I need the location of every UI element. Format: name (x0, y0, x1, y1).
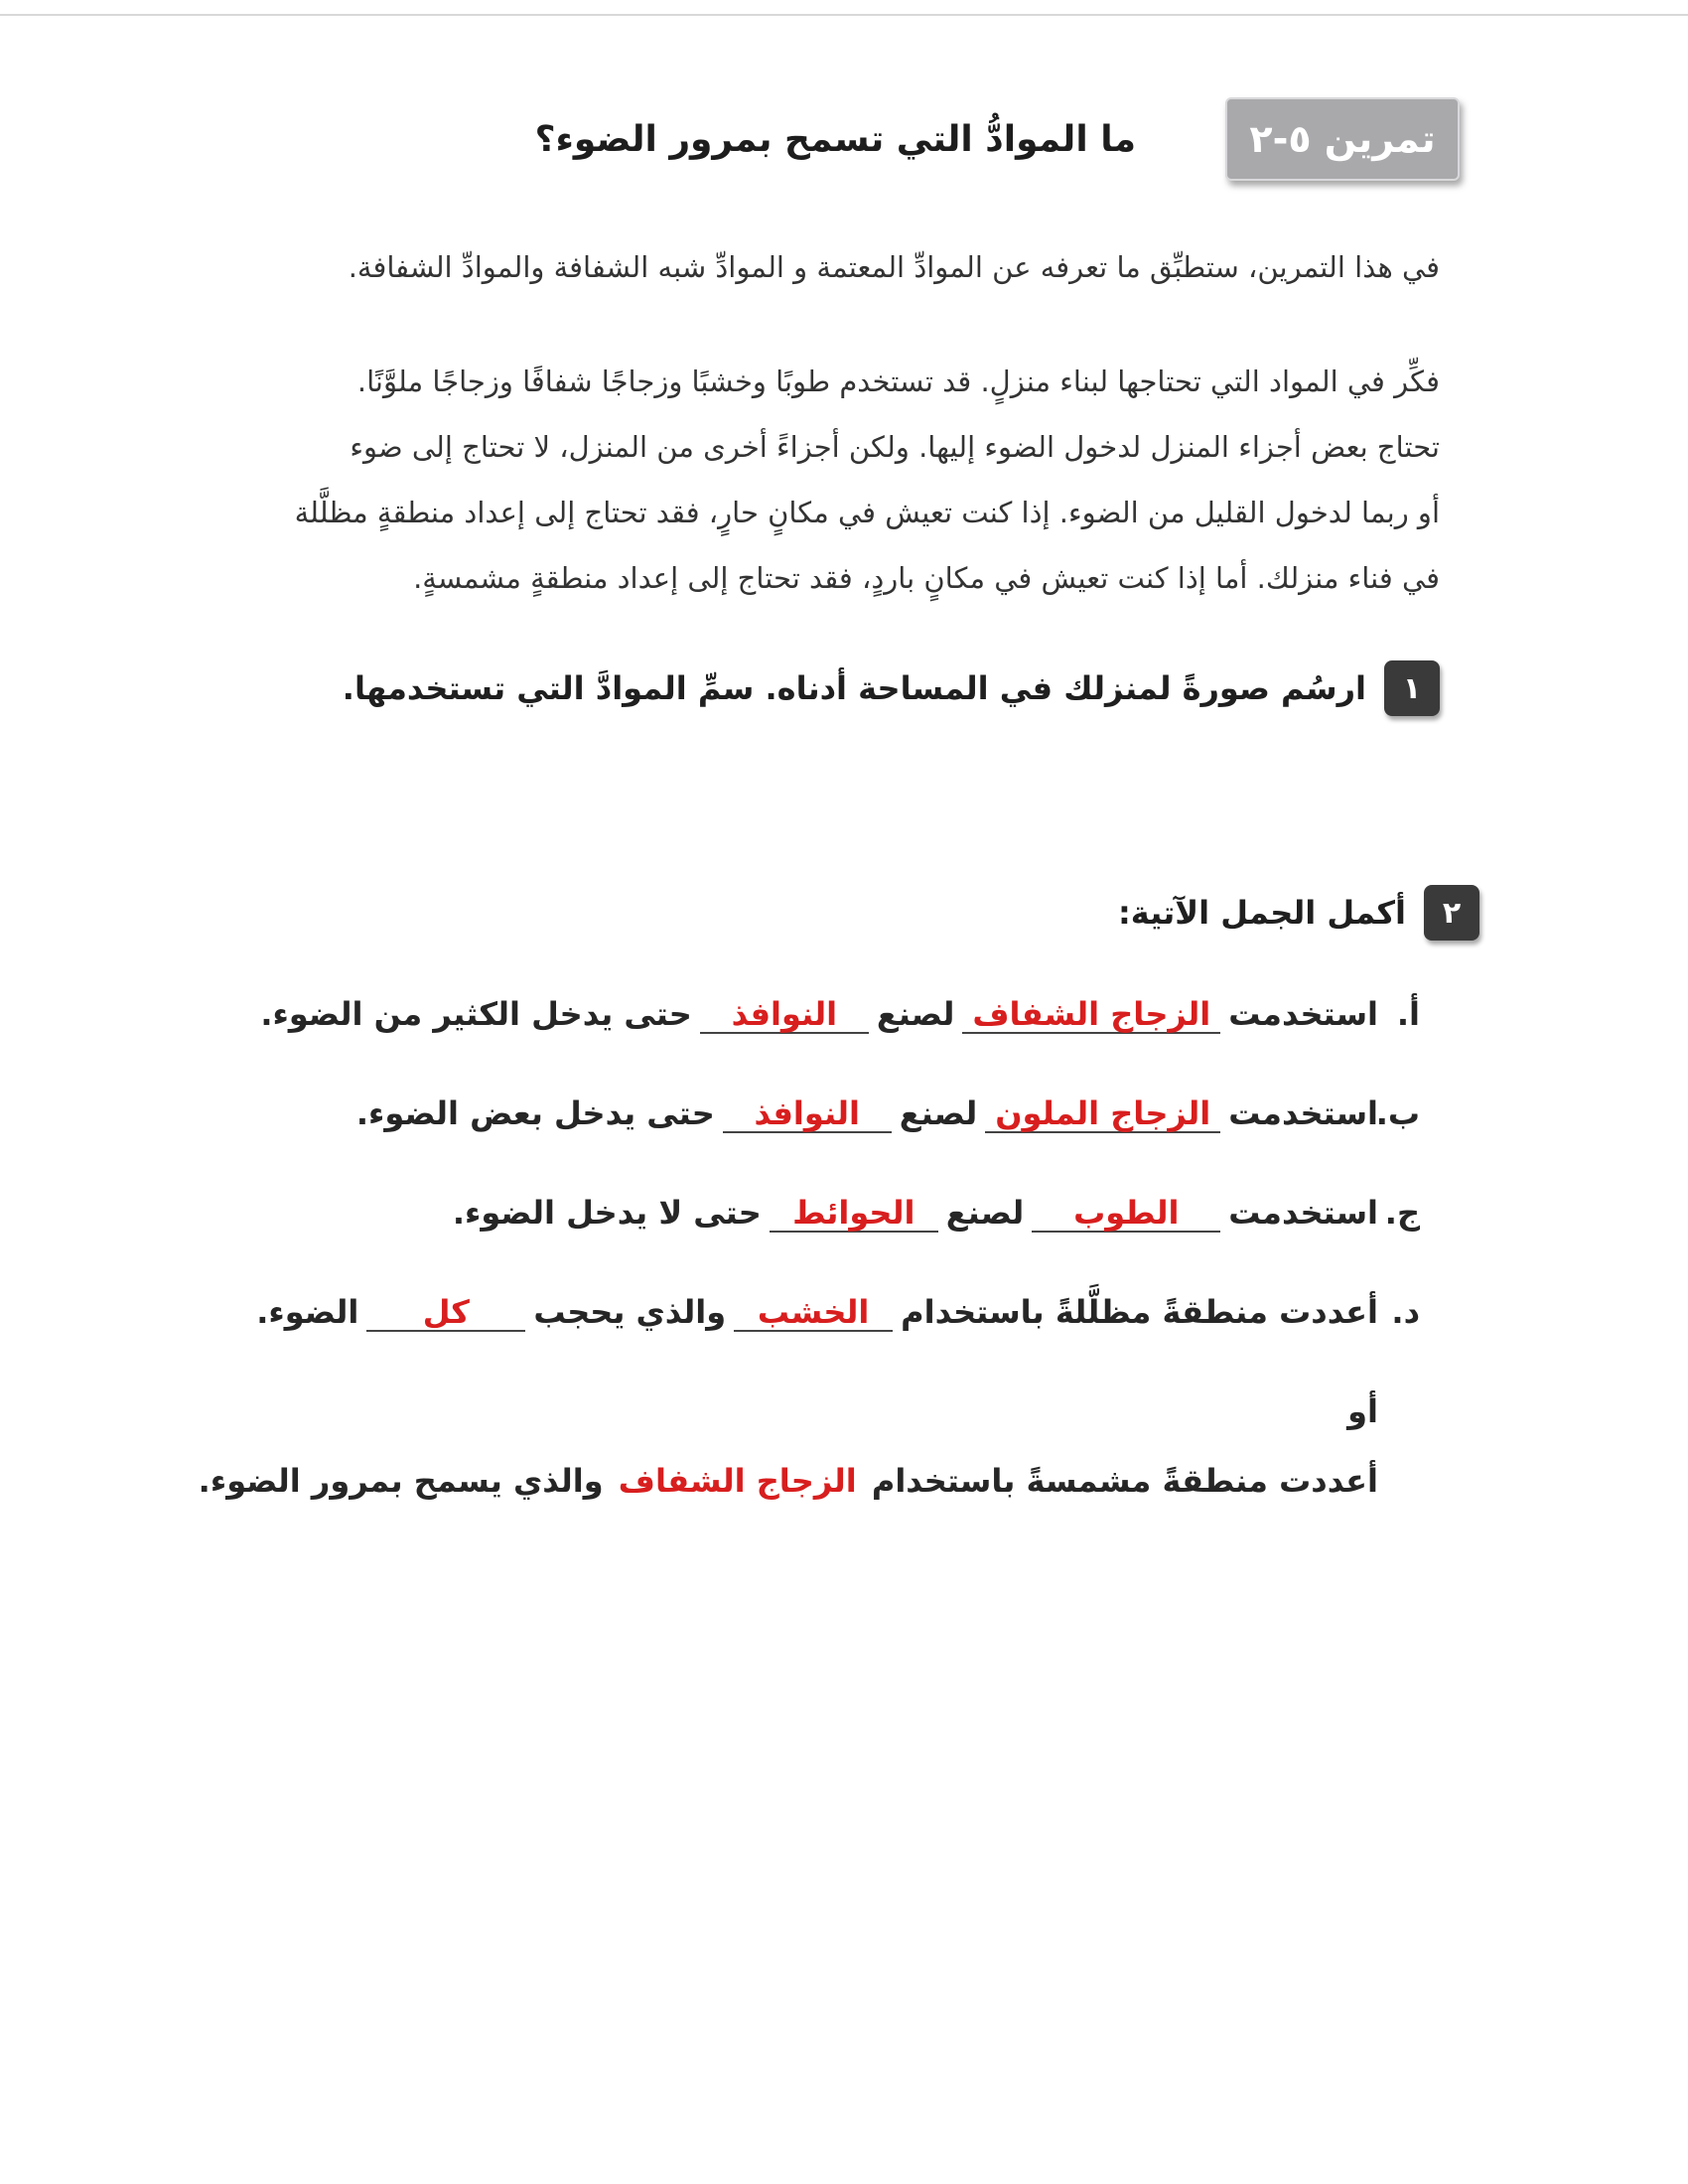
item-d (169, 1293, 1420, 1392)
paragraph-line: في فناء منزلك. أما إذا كنت تعيش في مكانٍ باردٍ، فقد تحتاج إلى إعداد منطقةٍ مشمسةٍ. (413, 561, 1440, 595)
top-divider (0, 14, 1688, 16)
question-2-number: ٢ (1424, 885, 1479, 941)
question-1-number: ١ (1384, 660, 1440, 716)
answer-blank[interactable]: الزجاج الشفاف (962, 996, 1220, 1034)
exercise-number-badge: تمرين ٥-٢ (1225, 97, 1460, 181)
item-text: استخدمت (1228, 1094, 1378, 1132)
item-text: استخدمت (1228, 995, 1378, 1033)
item-text: أعددت منطقةً مظلَّلةً باستخدام (901, 1293, 1378, 1331)
or-separator: أو (1347, 1392, 1378, 1430)
paragraph-line: أو ربما لدخول القليل من الضوء. إذا كنت تعيش في مكانٍ حارٍ، فقد تحتاج إلى إعداد منطقةٍ مظلَّلة (294, 496, 1440, 529)
item-text: الضوء. (256, 1293, 359, 1331)
item-d-alternative (169, 1462, 1420, 1541)
item-text: حتى يدخل بعض الضوء. (355, 1094, 715, 1132)
answer-blank[interactable]: النوافذ (723, 1095, 892, 1133)
question-2 (169, 885, 1479, 941)
answer-blank[interactable]: كل (366, 1294, 525, 1332)
item-a (169, 995, 1420, 1094)
item-b (169, 1094, 1420, 1194)
item-text: لصنع (876, 995, 955, 1033)
question-2-text: أكمل الجمل الآتية: (1117, 894, 1406, 932)
worksheet-page (169, 94, 1479, 1541)
item-text: حتى يدخل الكثير من الضوء. (260, 995, 692, 1033)
exercise-title: ما الموادُّ التي تسمح بمرور الضوء؟ (534, 118, 1136, 160)
answer-blank[interactable]: الطوب (1032, 1195, 1220, 1233)
answer-blank[interactable]: الخشب (734, 1294, 893, 1332)
item-text: حتى لا يدخل الضوء. (452, 1194, 762, 1232)
item-text: أعددت منطقةً مشمسةً باستخدام (871, 1462, 1378, 1500)
intro-text: في هذا التمرين، ستطبِّق ما تعرفه عن الموادِّ المعتمة و الموادِّ شبه الشفافة والموادِّ الشفافة. (348, 250, 1440, 284)
item-text: لصنع (945, 1194, 1025, 1232)
item-letter: د. (1391, 1293, 1420, 1331)
paragraph-line: فكِّر في المواد التي تحتاجها لبناء منزلٍ. قد تستخدم طوبًا وخشبًا وزجاجًا شفافًا وزجاجًا ملوَّنًا. (356, 364, 1440, 398)
question-1-text: ارسُم صورةً لمنزلك في المساحة أدناه. سمِّ الموادَّ التي تستخدمها. (342, 669, 1366, 707)
fill-in-items (169, 995, 1479, 1541)
answer-blank[interactable]: الزجاج الملون (985, 1095, 1220, 1133)
item-c (169, 1194, 1420, 1293)
item-text: والذي يحجب (533, 1293, 727, 1331)
item-letter: ب. (1375, 1094, 1420, 1132)
exercise-header (169, 94, 1479, 184)
answer-blank[interactable]: الحوائط (770, 1195, 938, 1233)
item-letter: ج. (1384, 1194, 1420, 1232)
context-paragraph (169, 349, 1479, 611)
item-letter: أ. (1396, 995, 1420, 1033)
item-text: استخدمت (1228, 1194, 1378, 1232)
item-text: والذي يسمح بمرور الضوء. (198, 1462, 604, 1500)
question-1 (169, 660, 1479, 716)
answer-blank[interactable]: النوافذ (700, 996, 869, 1034)
paragraph-line: تحتاج بعض أجزاء المنزل لدخول الضوء إليها. ولكن أجزاءً أخرى من المنزل، لا تحتاج إلى ضوء (350, 430, 1440, 464)
item-text: لصنع (899, 1094, 978, 1132)
answer-inline[interactable]: الزجاج الشفاف (618, 1462, 857, 1500)
